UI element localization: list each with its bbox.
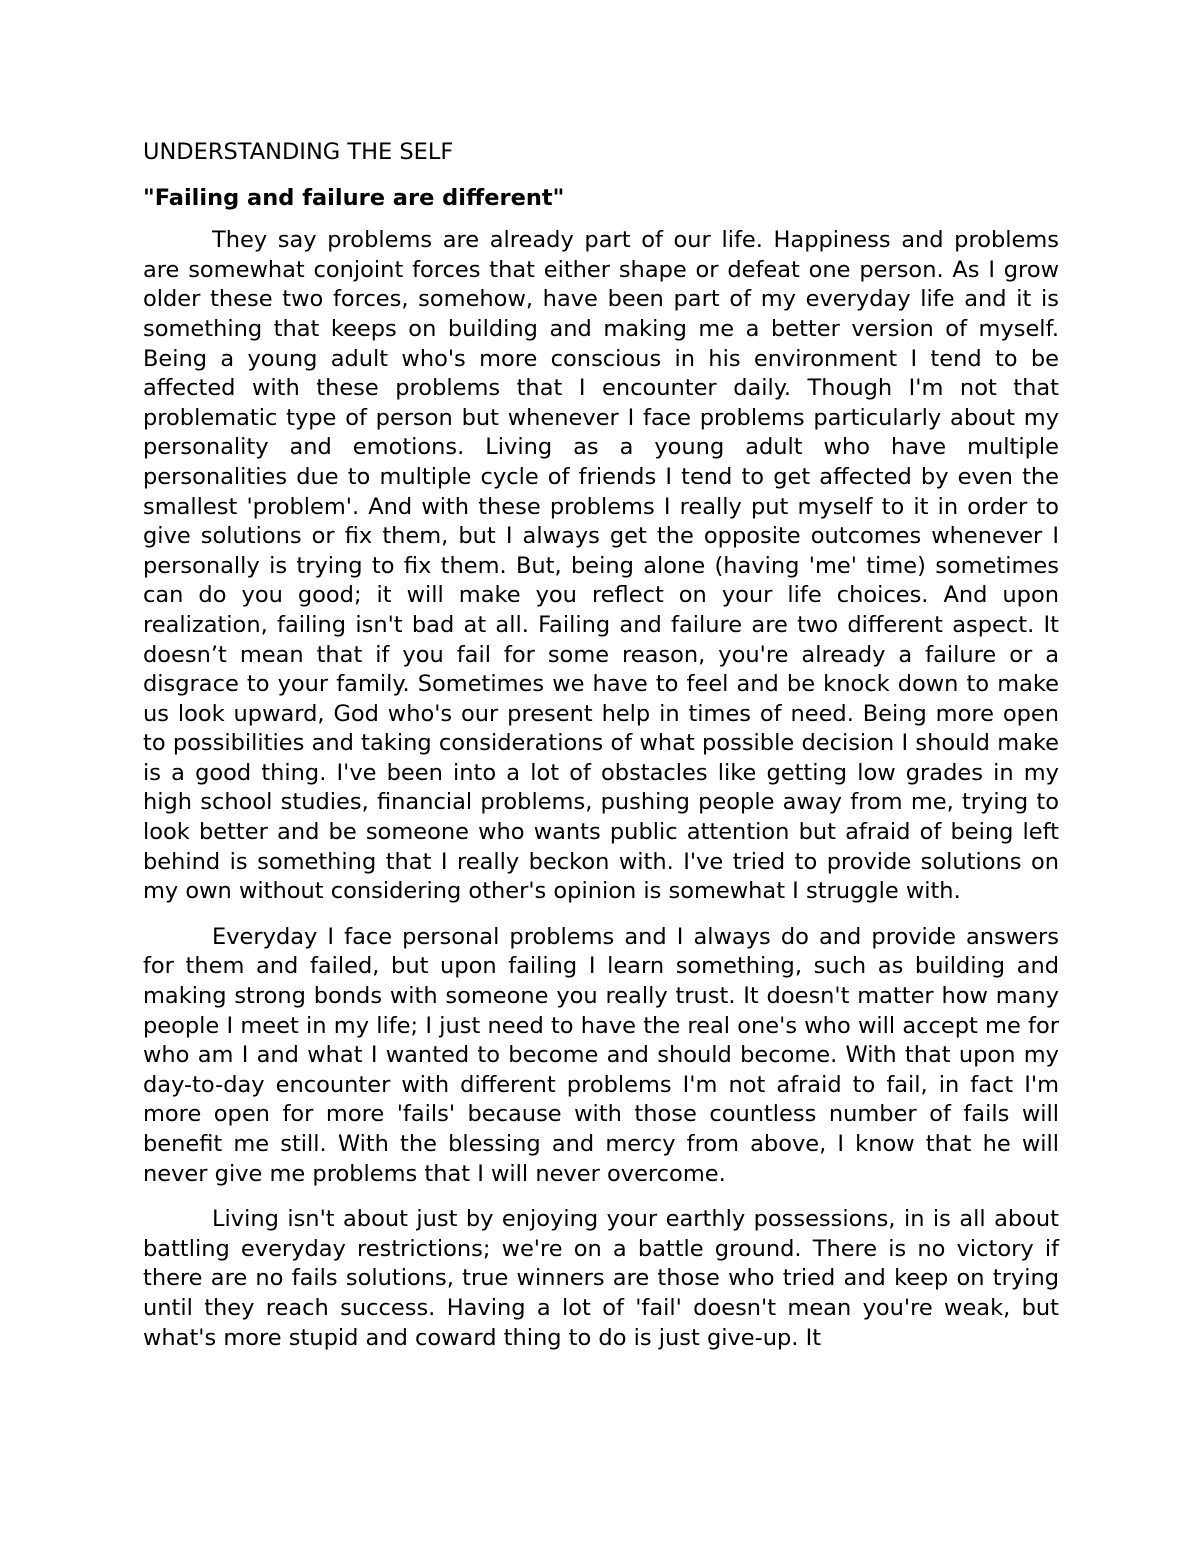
document-subtitle: "Failing and failure are different" [143,184,565,211]
paragraph-1: They say problems are already part of our life. Happiness and problems are somewhat conjoint forces that either shape or defeat one person. As I grow older these two forces, somehow, have been part of my everyday life and it is something that keeps on building and making me a better version of myself. Being a young adult who's more conscious in his environment I tend to be affected with these problems that I encounter daily. Though I'm not that problematic type of person but whenever I face problems particularly about my personality and emotions. Living as a young adult who have multiple personalities due to multiple cycle of friends I tend to get affected by even the smallest 'problem'. And with these problems I really put myself to it in order to give solutions or fix them, but I always get the opposite outcomes whenever I personally is trying to fix them. But, being alone (having 'me' time) sometimes can do you good; it will make you reflect on your life choices. And upon realization, failing isn't bad at all. Failing and failure are two different aspect. It doesn’t mean that if you fail for some reason, you're already a failure or a disgrace to your family. Sometimes we have to feel and be knock down to make us look upward, God who's our present help in times of need. Being more open to possibilities and taking considerations of what possible decision I should make is a good thing. I've been into a lot of obstacles like getting low grades in my high school studies, financial problems, pushing people away from me, trying to look better and be someone who wants public attention but afraid of being left behind is something that I really beckon with. I've tried to provide solutions on my own without considering other's opinion is somewhat I struggle with. [143,227,1059,905]
document-title: UNDERSTANDING THE SELF [143,139,454,165]
document-body [143,138,1059,1369]
paragraph-3: Living isn't about just by enjoying your earthly possessions, in is all about battling everyday restrictions; we're on a battle ground. There is no victory if there are no fails solutions, true winners are those who tried and keep on trying until they reach success. Having a lot of 'fail' doesn't mean you're weak, but what's more stupid and coward thing to do is just give-up. It [143,1206,1059,1351]
paragraph-2: Everyday I face personal problems and I always do and provide answers for them and failed, but upon failing I learn something, such as building and making strong bonds with someone you really trust. It doesn't matter how many people I meet in my life; I just need to have the real one's who will accept me for who am I and what I wanted to become and should become. With that upon my day-to-day encounter with different problems I'm not afraid to fail, in fact I'm more open for more 'fails' because with those countless number of fails will benefit me still. With the blessing and mercy from above, I know that he will never give me problems that I will never overcome. [143,923,1059,1187]
